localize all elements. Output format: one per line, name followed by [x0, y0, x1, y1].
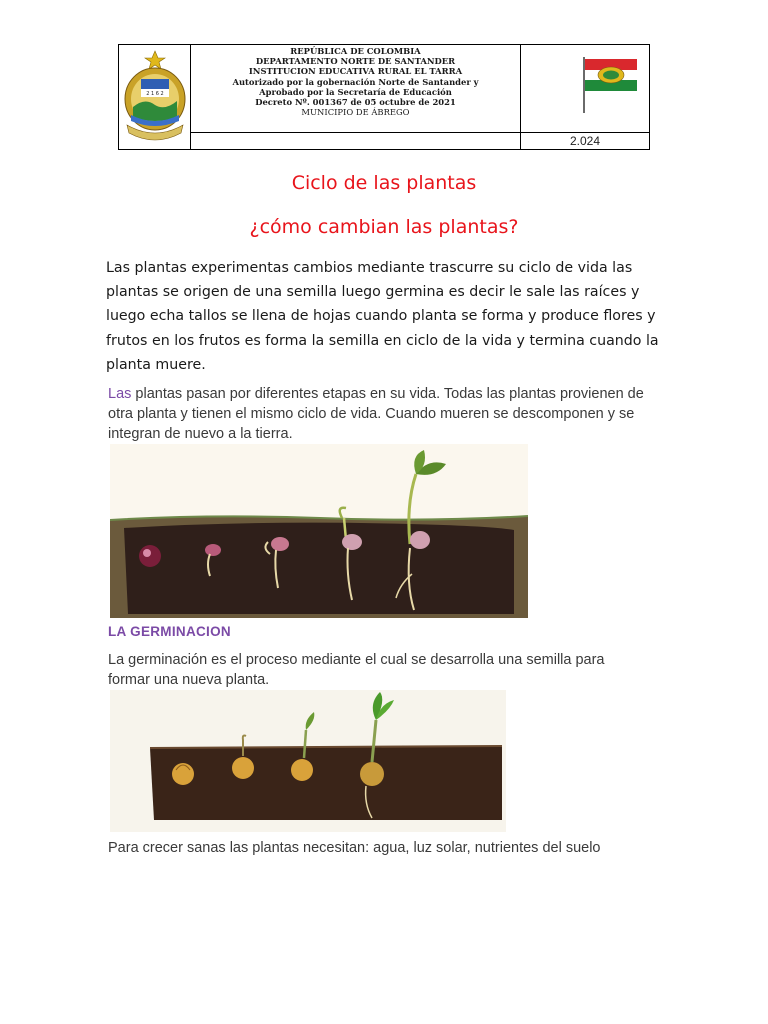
header-line-1: REPÚBLICA DE COLOMBIA: [290, 46, 421, 56]
municipio-line: MUNICIPIO DE ÁBREGO: [301, 107, 410, 118]
page-title: Ciclo de las plantas: [291, 172, 477, 194]
year-cell: 2.024: [569, 134, 601, 148]
stages-paragraph: [108, 384, 648, 444]
flag-icon: [521, 45, 649, 133]
seed-growth-illustration: [110, 444, 528, 618]
school-crest-icon: [119, 45, 191, 149]
empty-cell: [191, 133, 521, 149]
germination-illustration: [110, 690, 506, 832]
stages-accent-word: Las: [108, 386, 132, 402]
institution-info: [191, 45, 521, 133]
intro-paragraph: Las plantas experimentas cambios mediante trascurre su ciclo de vida las plantas se origen de una semilla luego germina es decir le sale las raíces y luego echa tallos se llena de hojas cuando planta se forma y produce flores y frutos en los frutos es forma la semilla en ciclo de la vida y termina cuando la planta muere.: [106, 260, 659, 373]
header-line-6: Decreto Nº. 001367 de 05 octubre de 2021: [255, 97, 456, 108]
germination-paragraph: La germinación es el proceso mediante el cual se desarrolla una semilla para formar una nueva planta.: [108, 652, 605, 688]
needs-paragraph: Para crecer sanas las plantas necesitan: agua, luz solar, nutrientes del suelo: [108, 840, 601, 856]
flag-cell: [521, 45, 649, 133]
germination-heading: LA GERMINACION: [108, 624, 231, 639]
stages-text: plantas pasan por diferentes etapas en su vida. Todas las plantas provienen de otra planta y tienen el mismo ciclo de vida. Cuando mueren se descomponen y se integran de nuevo a la tierra.: [108, 386, 644, 442]
header-line-2: DEPARTAMENTO NORTE DE SANTANDER: [255, 56, 456, 67]
document-header: [118, 44, 650, 150]
header-line-5: Aprobado por la Secretaría de Educación: [259, 86, 452, 97]
page-subtitle: ¿cómo cambian las plantas?: [249, 216, 519, 238]
header-line-4: Autorizado por la gobernación Norte de Santander y: [232, 76, 479, 87]
header-line-3: INSTITUCION EDUCATIVA RURAL EL TARRA: [248, 66, 463, 77]
svg-text:2 1 6 2: 2 1 6 2: [146, 91, 164, 97]
logo-cell: [119, 45, 191, 149]
